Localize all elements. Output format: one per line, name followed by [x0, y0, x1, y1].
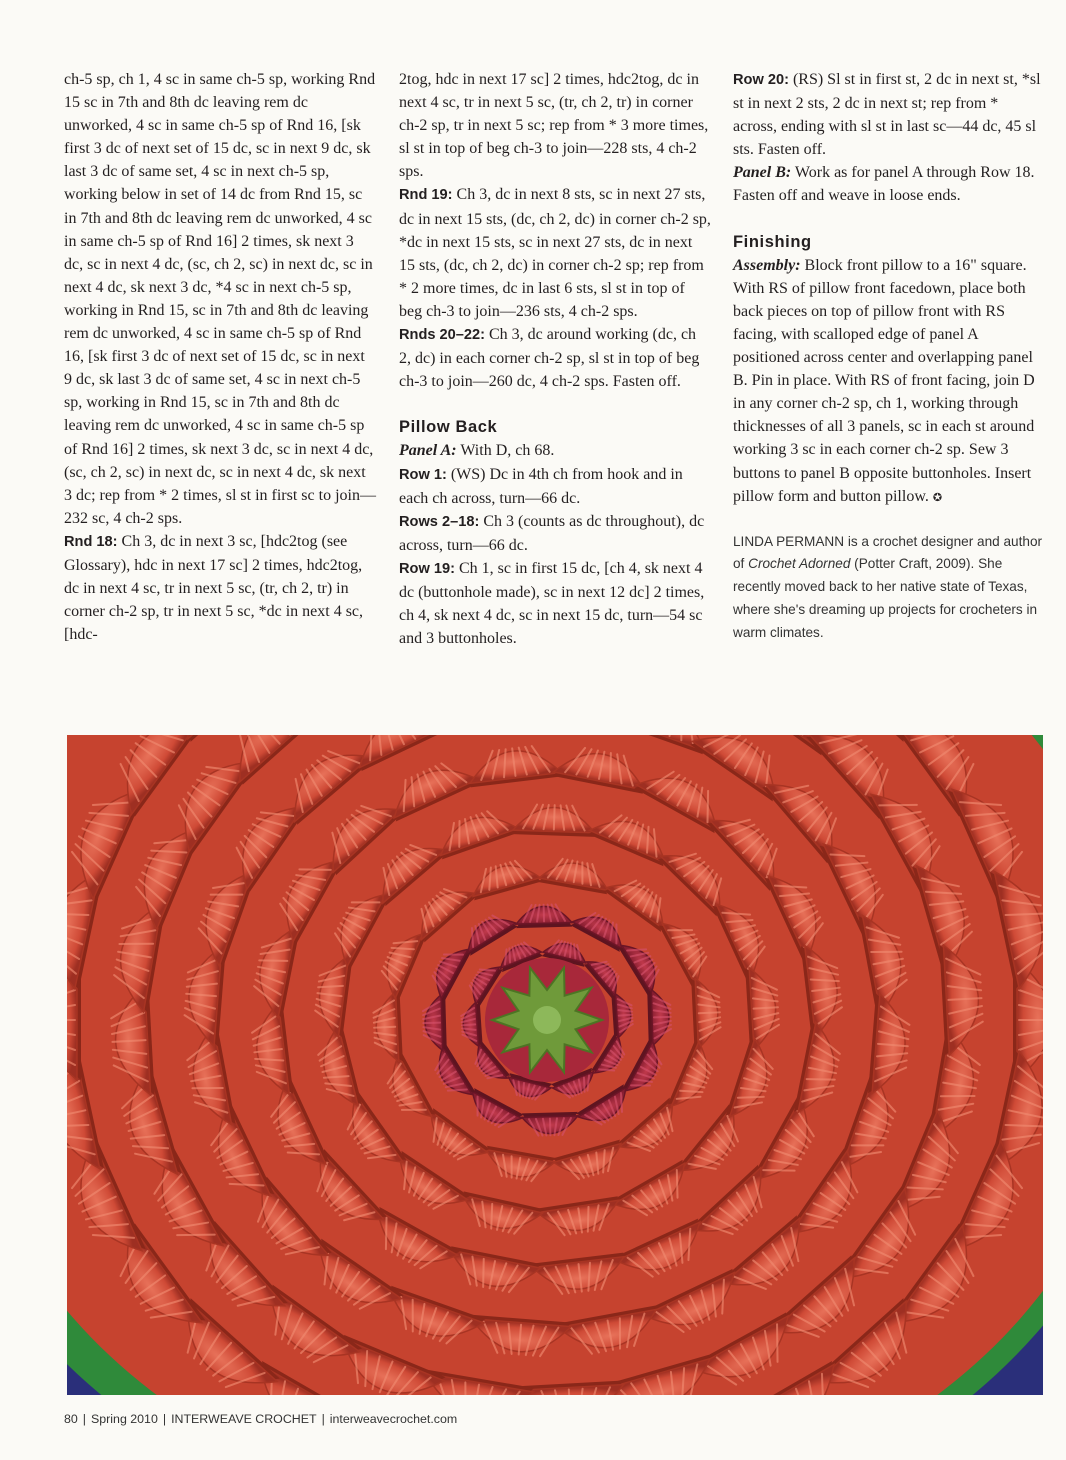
page-number: 80: [64, 1412, 78, 1426]
text-column-2: [399, 68, 711, 650]
magazine-name: INTERWEAVE CROCHET: [171, 1412, 317, 1426]
issue-name: Spring 2010: [91, 1412, 158, 1426]
footer-url: interweavecrochet.com: [329, 1412, 458, 1426]
row19-label: Row 19:: [399, 560, 455, 577]
bio-text-start: LINDA PERMANN is a crochet designer and author of: [733, 533, 1043, 572]
rnd18-text: Ch 3, dc in next 3 sc, [hdc2tog (see Glossary), hdc in next 17 sc] 2 times, hdc2tog, dc in next 4 sc, tr in next 5 sc, (tr, ch 2, tr) in corner ch-2 sp, tr in next 5 sc, *dc in next 4 sc, [hdc-: [64, 532, 364, 644]
pillow-back-heading: Pillow Back: [399, 418, 498, 437]
center-dot: [533, 1006, 561, 1034]
designer-bio: [733, 531, 1045, 645]
row19-paragraph: [399, 557, 711, 650]
center-flower: [485, 958, 609, 1082]
rnd18-continued-paragraph: 2tog, hdc in next 17 sc] 2 times, hdc2tog, dc in next 4 sc, tr in next 5 sc, (tr, ch 2, tr) in corner ch-2 sp, tr in next 5 sc; rep from * 3 more times, sl st in top of beg ch-3 to join—228 sts, 4 ch-2 sps.: [399, 71, 709, 181]
panel-a-label: Panel A:: [399, 442, 457, 460]
rnd18-label: Rnd 18:: [64, 533, 118, 550]
row20-paragraph: [733, 68, 1045, 161]
bio-book-title: Crochet Adorned: [748, 556, 851, 572]
row1-label: Row 1:: [399, 466, 447, 483]
assembly-label: Assembly:: [733, 256, 801, 274]
rows2-18-text: Ch 3 (counts as dc throughout), dc across, turn—66 dc.: [399, 512, 705, 554]
rows2-18-label: Rows 2–18:: [399, 513, 480, 530]
row19-text: Ch 1, sc in first 15 dc, [ch 4, sk next 4 dc (buttonhole made), sc in next 12 dc] 2 times, ch 4, sk next 4 dc, sc in next 15 dc, turn—54 sc and 3 buttonholes.: [399, 559, 705, 648]
rnd17-continued-paragraph: ch-5 sp, ch 1, 4 sc in same ch-5 sp, working Rnd 15 sc in 7th and 8th dc leaving rem dc unworked, 4 sc in same ch-5 sp of Rnd 16, [sk first 3 dc of next set of 15 dc, sc in next 9 dc, sk last 3 dc of same set, 4 sc in next ch-5 sp, working below in set of 14 dc from Rnd 15, sc in 7th and 8th dc leaving rem dc unworked, 4 sc in same ch-5 sp of Rnd 16] 2 times, sk next 3 dc, sc in next 4 dc, (sc, ch 2, sc) in next dc, sc in next 4 dc, sk next 3 dc, *4 sc in next ch-5 sp, working in Rnd 15, sc in 7th and 8th dc leaving rem dc unworked, 4 sc in same ch-5 sp of Rnd 16, [sk first 3 dc of next set of 15 dc, sc in next 9 dc, sk last 3 dc of same set, 4 sc in next ch-5 sp, working in Rnd 15, sc in 7th and 8th dc leaving rem dc unworked, 4 sc in same ch-5 sp of Rnd 16] 2 times, sk next 3 dc, sc in next 4 dc, (sc, ch 2, sc) in next dc, sc in next 4 dc, sk next 3 dc; rep from * 2 times, sl st in first sc to join—232 sc, 4 ch-2 sps.: [64, 71, 376, 527]
assembly-text: Block front pillow to a 16" square. With RS of pillow front facedown, place both back pieces on top of pillow front with RS facing, with scalloped edge of panel A positioned across center and overlapping panel B. Pin in place. With RS of front facing, join D in any corner ch-2 sp, ch 1, working through thicknesses of all 3 panels, sc in each st around working 3 sc in each corner ch-2 sp. Sew 3 buttons to panel B opposite buttonholes. Insert pillow form and button pillow.: [733, 256, 1035, 505]
rnd19-paragraph: [399, 183, 711, 323]
rnds20-22-text: Ch 3, dc around working (dc, ch 2, dc) in each corner ch-2 sp, sl st in top of beg ch-3 to join—260 dc, 4 ch-2 sps. Fasten off.: [399, 326, 700, 391]
panel-b-paragraph: [733, 161, 1045, 207]
row20-label: Row 20:: [733, 72, 789, 88]
end-mark-icon: ✪: [932, 490, 943, 504]
row20-text: (RS) Sl st in first st, 2 dc in next st, *sl st in next 2 sts, 2 dc in next st; rep from * across, ending with sl st in last sc—44 dc, 45 sl sts. Fasten off.: [733, 71, 1041, 159]
rnd19-text: Ch 3, dc in next 8 sts, sc in next 27 sts, dc in next 15 sts, (dc, ch 2, dc) in corner ch-2 sp, *dc in next 15 sts, sc in next 27 sts, dc in next 15 sts, (dc, ch 2, dc) in corner ch-2 sp; rep from * 2 more times, dc in last 6 sts, sl st in top of beg ch-3 to join—236 sts, 4 ch-2 sps.: [399, 186, 711, 320]
assembly-paragraph: [733, 254, 1045, 509]
row1-text: (WS) Dc in 4th ch from hook and in each ch across, turn—66 dc.: [399, 465, 683, 507]
crochet-pillow-photo: [67, 735, 1043, 1395]
rows2-18-paragraph: [399, 510, 711, 557]
bio-text-end: (Potter Craft, 2009). She recently moved back to her native state of Texas, where she's dreaming up projects for crocheters in warm climates.: [733, 556, 1038, 640]
panel-b-text: Work as for panel A through Row 18. Fasten off and weave in loose ends.: [733, 164, 1035, 205]
rnd18-paragraph: [64, 530, 376, 646]
footer-separator: |: [162, 1412, 167, 1426]
row1-paragraph: [399, 463, 711, 510]
finishing-heading: Finishing: [733, 232, 812, 251]
text-column-3: [733, 68, 1045, 644]
rnds20-22-label: Rnds 20–22:: [399, 327, 485, 344]
panel-a-paragraph: [399, 439, 711, 462]
panel-b-label: Panel B:: [733, 164, 792, 182]
rnd19-label: Rnd 19:: [399, 187, 453, 204]
text-column-1: [64, 68, 376, 646]
page-footer: [64, 1412, 457, 1426]
rnds20-22-paragraph: [399, 323, 711, 393]
footer-separator: |: [82, 1412, 87, 1426]
panel-a-text: With D, ch 68.: [456, 442, 555, 460]
footer-separator: |: [321, 1412, 325, 1426]
